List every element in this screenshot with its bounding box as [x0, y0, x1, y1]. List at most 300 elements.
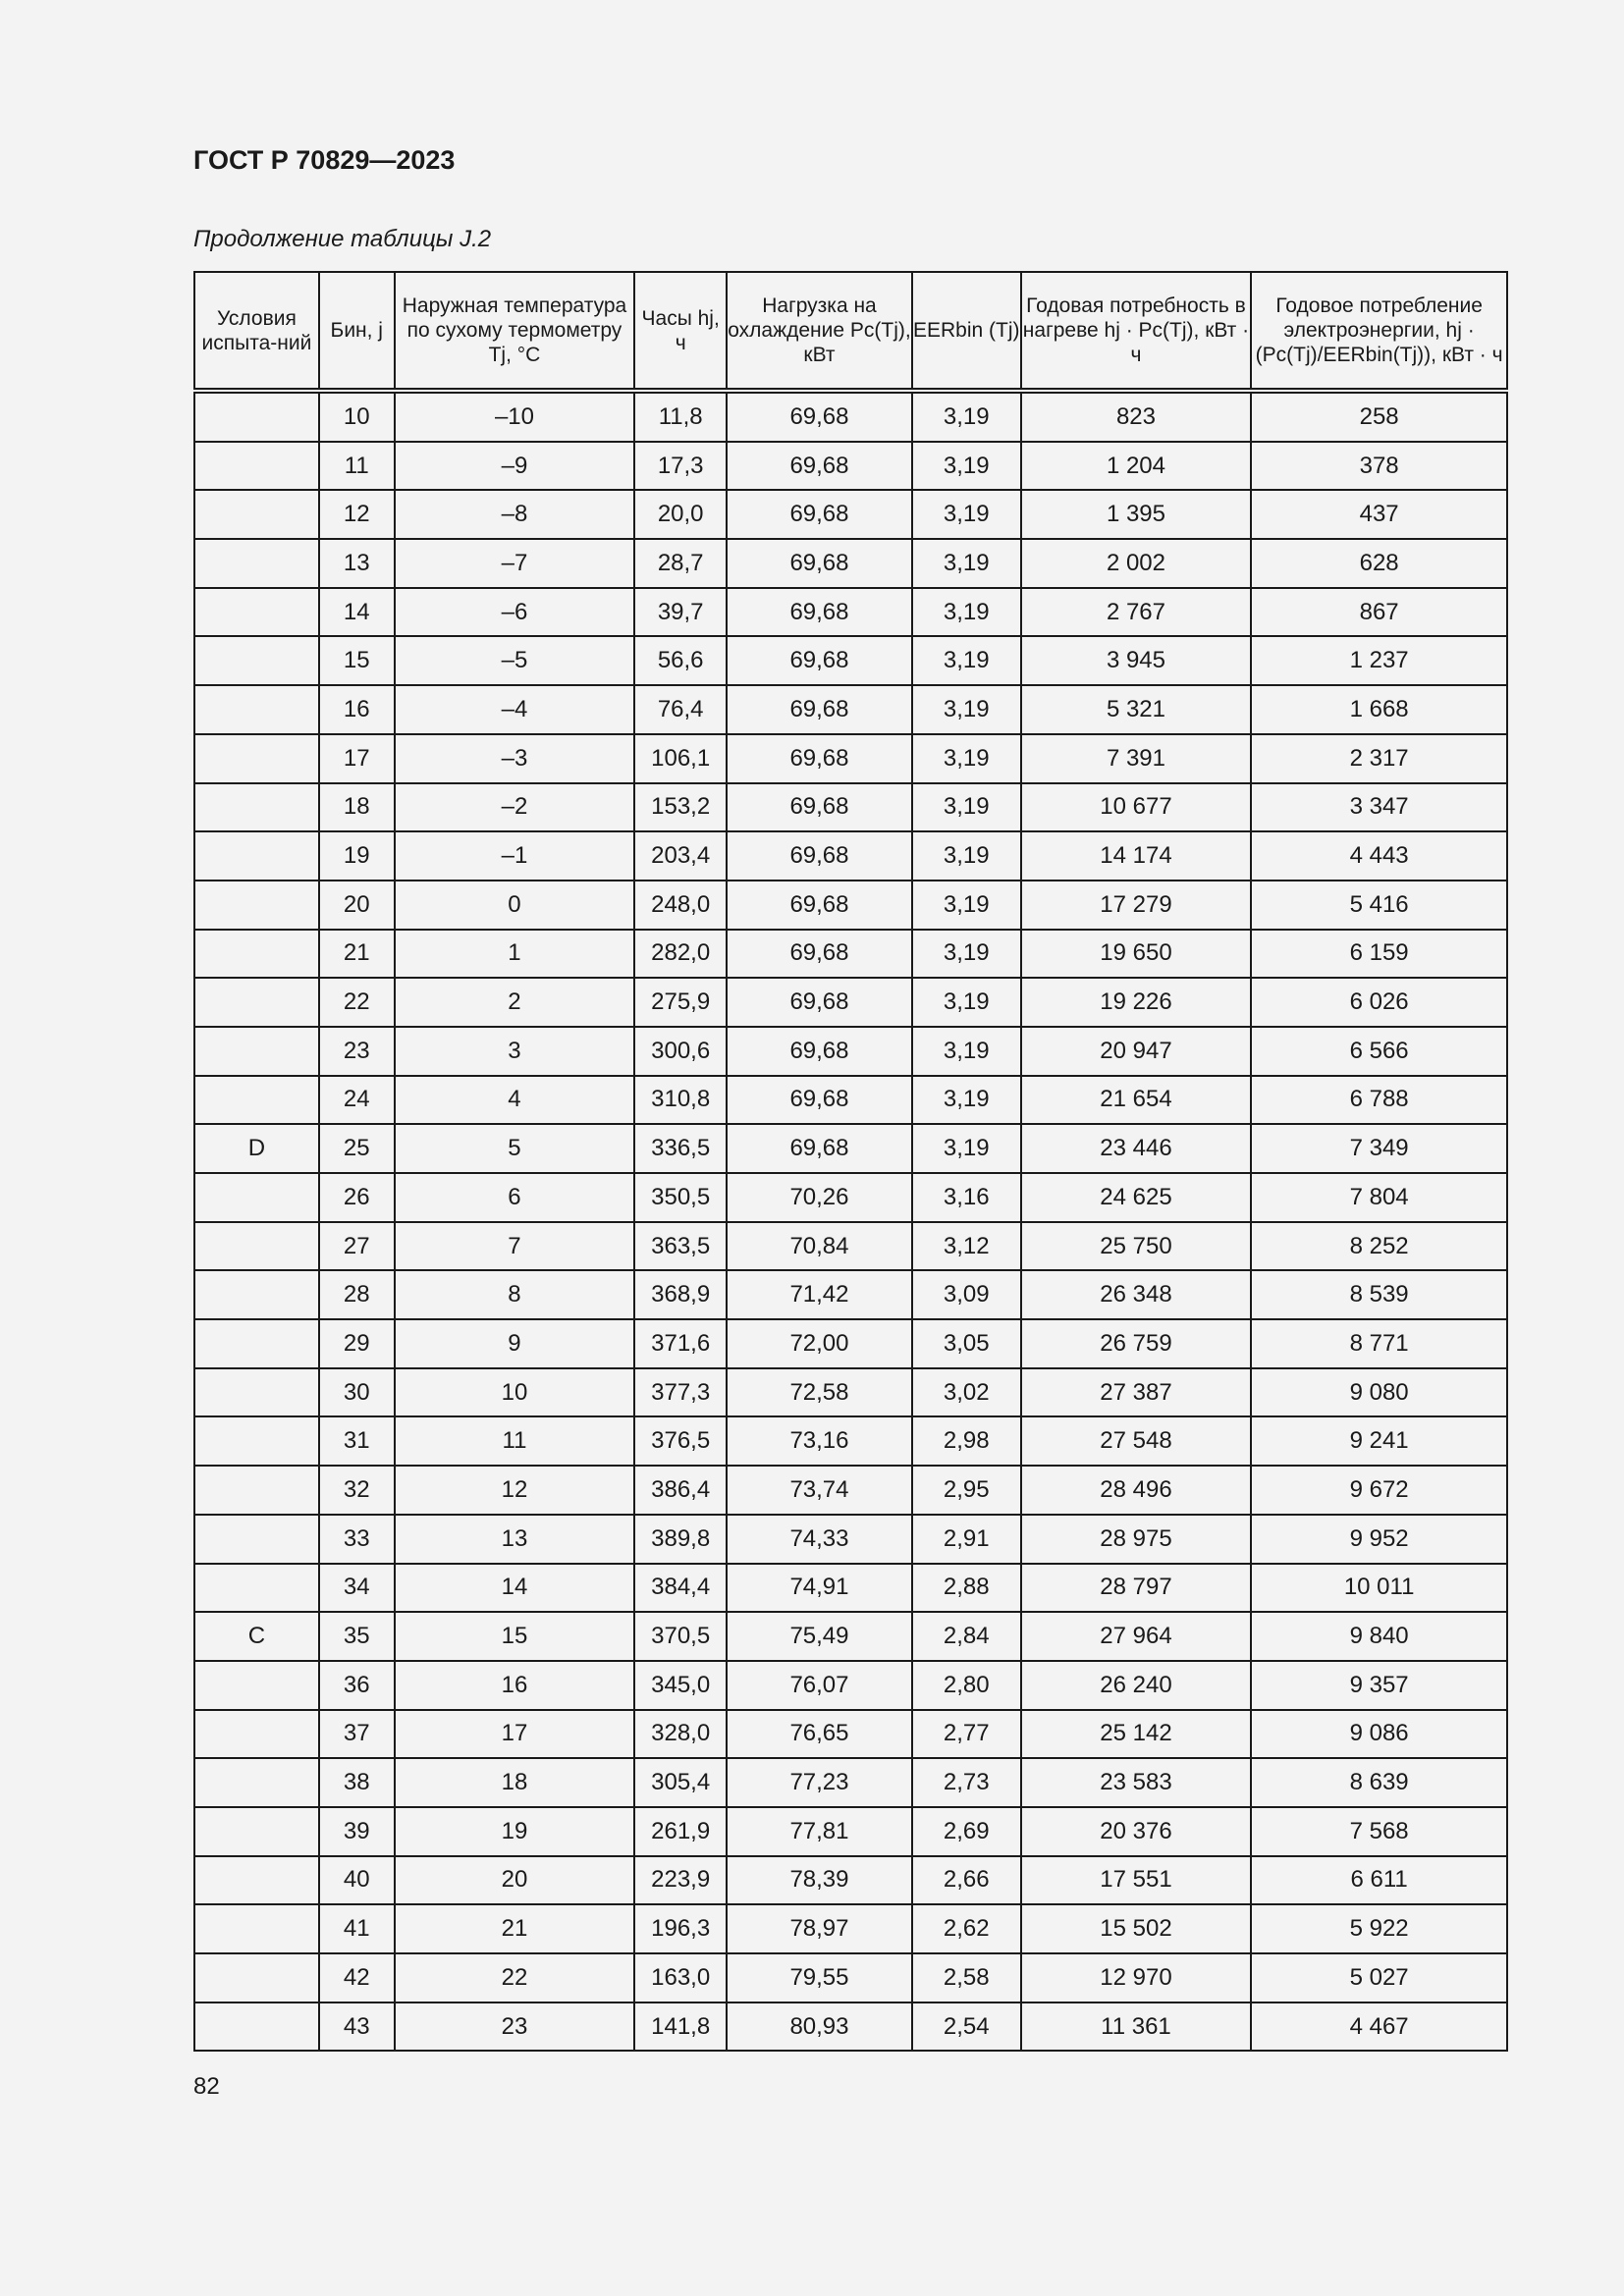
cell-bin: 38 [319, 1758, 395, 1807]
cell-cooling-load: 76,07 [727, 1661, 912, 1710]
cell-annual-consumption: 6 159 [1251, 930, 1507, 979]
cell-bin: 40 [319, 1856, 395, 1905]
cell-temperature: 19 [395, 1807, 635, 1856]
cell-hours: 76,4 [634, 685, 727, 734]
cell-eer: 3,19 [912, 783, 1021, 832]
cell-annual-consumption: 2 317 [1251, 734, 1507, 783]
cell-hours: 368,9 [634, 1270, 727, 1319]
document-title: ГОСТ Р 70829—2023 [193, 145, 456, 175]
cell-conditions [194, 1807, 319, 1856]
cell-annual-demand: 17 279 [1021, 881, 1252, 930]
cell-temperature: 1 [395, 930, 635, 979]
cell-cooling-load: 77,81 [727, 1807, 912, 1856]
cell-annual-consumption: 8 639 [1251, 1758, 1507, 1807]
data-table [193, 271, 1508, 2052]
cell-annual-consumption: 1 668 [1251, 685, 1507, 734]
cell-temperature: 16 [395, 1661, 635, 1710]
header-row [194, 272, 1507, 391]
cell-conditions [194, 539, 319, 588]
cell-temperature: –2 [395, 783, 635, 832]
cell-bin: 12 [319, 490, 395, 539]
cell-annual-demand: 28 496 [1021, 1466, 1252, 1515]
table-row [194, 1173, 1507, 1222]
cell-annual-demand: 27 387 [1021, 1368, 1252, 1417]
cell-temperature: 17 [395, 1710, 635, 1759]
cell-cooling-load: 70,26 [727, 1173, 912, 1222]
cell-conditions [194, 1515, 319, 1564]
col-header-annual-demand: Годовая потребность в нагреве hj · Pc(Tj), кВт · ч [1021, 272, 1252, 391]
cell-bin: 41 [319, 1904, 395, 1953]
cell-cooling-load: 75,49 [727, 1612, 912, 1661]
cell-cooling-load: 77,23 [727, 1758, 912, 1807]
cell-hours: 371,6 [634, 1319, 727, 1368]
cell-hours: 328,0 [634, 1710, 727, 1759]
cell-eer: 3,19 [912, 1076, 1021, 1125]
cell-cooling-load: 69,68 [727, 930, 912, 979]
cell-eer: 2,98 [912, 1416, 1021, 1466]
cell-eer: 2,62 [912, 1904, 1021, 1953]
cell-cooling-load: 69,68 [727, 685, 912, 734]
cell-eer: 2,66 [912, 1856, 1021, 1905]
cell-temperature: 15 [395, 1612, 635, 1661]
cell-annual-demand: 27 964 [1021, 1612, 1252, 1661]
cell-bin: 21 [319, 930, 395, 979]
cell-annual-consumption: 4 443 [1251, 831, 1507, 881]
cell-cooling-load: 78,97 [727, 1904, 912, 1953]
cell-cooling-load: 71,42 [727, 1270, 912, 1319]
cell-eer: 2,77 [912, 1710, 1021, 1759]
cell-annual-consumption: 9 840 [1251, 1612, 1507, 1661]
cell-annual-consumption: 7 568 [1251, 1807, 1507, 1856]
cell-conditions [194, 1758, 319, 1807]
cell-annual-consumption: 8 539 [1251, 1270, 1507, 1319]
cell-cooling-load: 80,93 [727, 2002, 912, 2052]
cell-eer: 3,19 [912, 490, 1021, 539]
cell-annual-demand: 823 [1021, 391, 1252, 442]
table-caption: Продолжение таблицы J.2 [193, 226, 492, 252]
cell-eer: 3,19 [912, 588, 1021, 637]
cell-annual-demand: 10 677 [1021, 783, 1252, 832]
cell-annual-consumption: 9 080 [1251, 1368, 1507, 1417]
cell-cooling-load: 78,39 [727, 1856, 912, 1905]
table-row [194, 1270, 1507, 1319]
cell-hours: 11,8 [634, 391, 727, 442]
cell-eer: 3,19 [912, 636, 1021, 685]
cell-eer: 3,19 [912, 442, 1021, 491]
cell-eer: 2,73 [912, 1758, 1021, 1807]
table-row [194, 1466, 1507, 1515]
cell-conditions [194, 1173, 319, 1222]
cell-conditions [194, 1953, 319, 2002]
cell-annual-demand: 25 750 [1021, 1222, 1252, 1271]
cell-hours: 275,9 [634, 978, 727, 1027]
cell-eer: 3,19 [912, 1124, 1021, 1173]
cell-annual-demand: 7 391 [1021, 734, 1252, 783]
cell-bin: 31 [319, 1416, 395, 1466]
table-row [194, 1368, 1507, 1417]
cell-hours: 196,3 [634, 1904, 727, 1953]
table-row [194, 1416, 1507, 1466]
cell-hours: 141,8 [634, 2002, 727, 2052]
cell-conditions [194, 930, 319, 979]
cell-annual-consumption: 628 [1251, 539, 1507, 588]
cell-conditions [194, 1027, 319, 1076]
cell-eer: 3,19 [912, 1027, 1021, 1076]
cell-annual-consumption: 258 [1251, 391, 1507, 442]
cell-temperature: 8 [395, 1270, 635, 1319]
table-row [194, 1953, 1507, 2002]
cell-conditions [194, 1076, 319, 1125]
cell-temperature: 11 [395, 1416, 635, 1466]
cell-annual-consumption: 1 237 [1251, 636, 1507, 685]
cell-hours: 345,0 [634, 1661, 727, 1710]
cell-annual-consumption: 7 349 [1251, 1124, 1507, 1173]
cell-bin: 10 [319, 391, 395, 442]
cell-cooling-load: 69,68 [727, 734, 912, 783]
cell-conditions [194, 1904, 319, 1953]
cell-conditions [194, 636, 319, 685]
cell-cooling-load: 69,68 [727, 1076, 912, 1125]
cell-bin: 26 [319, 1173, 395, 1222]
col-header-cooling-load: Нагрузка на охлаждение Pc(Tj), кВт [727, 272, 912, 391]
cell-annual-demand: 2 002 [1021, 539, 1252, 588]
cell-cooling-load: 72,58 [727, 1368, 912, 1417]
cell-annual-consumption: 9 241 [1251, 1416, 1507, 1466]
cell-bin: 16 [319, 685, 395, 734]
table-row [194, 1758, 1507, 1807]
cell-annual-demand: 25 142 [1021, 1710, 1252, 1759]
cell-conditions [194, 490, 319, 539]
col-header-conditions: Условия испыта-ний [194, 272, 319, 391]
table-row [194, 783, 1507, 832]
cell-annual-demand: 19 226 [1021, 978, 1252, 1027]
cell-annual-consumption: 437 [1251, 490, 1507, 539]
cell-cooling-load: 73,74 [727, 1466, 912, 1515]
cell-conditions [194, 831, 319, 881]
cell-bin: 34 [319, 1564, 395, 1613]
cell-bin: 25 [319, 1124, 395, 1173]
cell-annual-demand: 11 361 [1021, 2002, 1252, 2052]
cell-annual-consumption: 6 026 [1251, 978, 1507, 1027]
cell-hours: 248,0 [634, 881, 727, 930]
cell-hours: 153,2 [634, 783, 727, 832]
cell-temperature: 22 [395, 1953, 635, 2002]
table-row [194, 442, 1507, 491]
cell-annual-consumption: 9 086 [1251, 1710, 1507, 1759]
cell-cooling-load: 69,68 [727, 1124, 912, 1173]
cell-temperature: –5 [395, 636, 635, 685]
cell-hours: 282,0 [634, 930, 727, 979]
cell-annual-consumption: 7 804 [1251, 1173, 1507, 1222]
cell-annual-demand: 15 502 [1021, 1904, 1252, 1953]
cell-bin: 23 [319, 1027, 395, 1076]
table-row [194, 1807, 1507, 1856]
cell-bin: 27 [319, 1222, 395, 1271]
cell-conditions [194, 1270, 319, 1319]
cell-temperature: 9 [395, 1319, 635, 1368]
table-row [194, 588, 1507, 637]
table-row [194, 1027, 1507, 1076]
cell-bin: 36 [319, 1661, 395, 1710]
cell-bin: 28 [319, 1270, 395, 1319]
cell-temperature: –9 [395, 442, 635, 491]
table-row [194, 1515, 1507, 1564]
cell-temperature: 6 [395, 1173, 635, 1222]
cell-eer: 3,05 [912, 1319, 1021, 1368]
cell-annual-consumption: 3 347 [1251, 783, 1507, 832]
cell-hours: 56,6 [634, 636, 727, 685]
cell-hours: 106,1 [634, 734, 727, 783]
cell-bin: 24 [319, 1076, 395, 1125]
cell-annual-demand: 17 551 [1021, 1856, 1252, 1905]
cell-eer: 3,19 [912, 881, 1021, 930]
cell-annual-demand: 14 174 [1021, 831, 1252, 881]
cell-cooling-load: 74,91 [727, 1564, 912, 1613]
cell-annual-demand: 26 240 [1021, 1661, 1252, 1710]
cell-annual-demand: 20 376 [1021, 1807, 1252, 1856]
cell-conditions [194, 685, 319, 734]
cell-cooling-load: 76,65 [727, 1710, 912, 1759]
cell-conditions [194, 1368, 319, 1417]
cell-temperature: –6 [395, 588, 635, 637]
cell-conditions [194, 1319, 319, 1368]
table-body [194, 391, 1507, 2051]
cell-conditions [194, 442, 319, 491]
cell-eer: 2,54 [912, 2002, 1021, 2052]
cell-hours: 350,5 [634, 1173, 727, 1222]
cell-conditions [194, 2002, 319, 2052]
cell-bin: 39 [319, 1807, 395, 1856]
cell-cooling-load: 74,33 [727, 1515, 912, 1564]
cell-hours: 363,5 [634, 1222, 727, 1271]
cell-temperature: –8 [395, 490, 635, 539]
cell-annual-demand: 23 583 [1021, 1758, 1252, 1807]
cell-cooling-load: 69,68 [727, 881, 912, 930]
cell-annual-demand: 3 945 [1021, 636, 1252, 685]
table-row [194, 831, 1507, 881]
cell-conditions [194, 391, 319, 442]
cell-conditions [194, 1661, 319, 1710]
cell-conditions [194, 1856, 319, 1905]
cell-annual-consumption: 6 788 [1251, 1076, 1507, 1125]
cell-conditions [194, 588, 319, 637]
cell-hours: 305,4 [634, 1758, 727, 1807]
cell-bin: 18 [319, 783, 395, 832]
cell-eer: 2,80 [912, 1661, 1021, 1710]
cell-conditions [194, 1222, 319, 1271]
cell-annual-demand: 21 654 [1021, 1076, 1252, 1125]
cell-temperature: 10 [395, 1368, 635, 1417]
cell-bin: 15 [319, 636, 395, 685]
cell-temperature: 20 [395, 1856, 635, 1905]
cell-hours: 370,5 [634, 1612, 727, 1661]
cell-conditions [194, 978, 319, 1027]
cell-bin: 14 [319, 588, 395, 637]
cell-temperature: –3 [395, 734, 635, 783]
table-row [194, 881, 1507, 930]
cell-temperature: 0 [395, 881, 635, 930]
cell-annual-consumption: 5 922 [1251, 1904, 1507, 1953]
cell-eer: 3,19 [912, 930, 1021, 979]
cell-annual-demand: 2 767 [1021, 588, 1252, 637]
cell-eer: 3,19 [912, 734, 1021, 783]
table-row [194, 1710, 1507, 1759]
cell-annual-consumption: 6 611 [1251, 1856, 1507, 1905]
cell-temperature: 21 [395, 1904, 635, 1953]
table-row [194, 734, 1507, 783]
col-header-eer: EERbin (Tj) [912, 272, 1021, 391]
cell-temperature: –4 [395, 685, 635, 734]
cell-bin: 33 [319, 1515, 395, 1564]
cell-annual-consumption: 5 027 [1251, 1953, 1507, 2002]
col-header-bin: Бин, j [319, 272, 395, 391]
cell-eer: 2,91 [912, 1515, 1021, 1564]
cell-annual-demand: 27 548 [1021, 1416, 1252, 1466]
cell-hours: 300,6 [634, 1027, 727, 1076]
cell-annual-consumption: 10 011 [1251, 1564, 1507, 1613]
cell-cooling-load: 69,68 [727, 1027, 912, 1076]
cell-eer: 2,95 [912, 1466, 1021, 1515]
cell-annual-demand: 26 759 [1021, 1319, 1252, 1368]
table-row [194, 1904, 1507, 1953]
cell-hours: 386,4 [634, 1466, 727, 1515]
cell-temperature: 2 [395, 978, 635, 1027]
cell-conditions [194, 1416, 319, 1466]
table-row [194, 539, 1507, 588]
cell-annual-demand: 19 650 [1021, 930, 1252, 979]
table-row [194, 1661, 1507, 1710]
cell-conditions [194, 734, 319, 783]
cell-annual-demand: 28 975 [1021, 1515, 1252, 1564]
cell-hours: 336,5 [634, 1124, 727, 1173]
cell-temperature: 7 [395, 1222, 635, 1271]
cell-cooling-load: 69,68 [727, 831, 912, 881]
cell-temperature: –1 [395, 831, 635, 881]
cell-annual-consumption: 9 672 [1251, 1466, 1507, 1515]
cell-annual-consumption: 8 252 [1251, 1222, 1507, 1271]
cell-bin: 30 [319, 1368, 395, 1417]
cell-bin: 22 [319, 978, 395, 1027]
cell-conditions [194, 1710, 319, 1759]
table-row [194, 1564, 1507, 1613]
cell-bin: 42 [319, 1953, 395, 2002]
table-row [194, 1222, 1507, 1271]
cell-eer: 3,19 [912, 978, 1021, 1027]
cell-bin: 11 [319, 442, 395, 491]
table-row [194, 1319, 1507, 1368]
cell-cooling-load: 69,68 [727, 588, 912, 637]
cell-bin: 35 [319, 1612, 395, 1661]
cell-annual-consumption: 5 416 [1251, 881, 1507, 930]
cell-cooling-load: 69,68 [727, 442, 912, 491]
cell-cooling-load: 72,00 [727, 1319, 912, 1368]
cell-temperature: 14 [395, 1564, 635, 1613]
cell-eer: 2,69 [912, 1807, 1021, 1856]
cell-hours: 310,8 [634, 1076, 727, 1125]
table-row [194, 978, 1507, 1027]
cell-eer: 3,19 [912, 539, 1021, 588]
cell-annual-consumption: 9 357 [1251, 1661, 1507, 1710]
table-row [194, 1076, 1507, 1125]
cell-temperature: 5 [395, 1124, 635, 1173]
cell-cooling-load: 69,68 [727, 636, 912, 685]
cell-cooling-load: 69,68 [727, 490, 912, 539]
cell-hours: 39,7 [634, 588, 727, 637]
cell-hours: 20,0 [634, 490, 727, 539]
cell-hours: 376,5 [634, 1416, 727, 1466]
cell-hours: 163,0 [634, 1953, 727, 2002]
cell-conditions: C [194, 1612, 319, 1661]
cell-temperature: 18 [395, 1758, 635, 1807]
cell-bin: 37 [319, 1710, 395, 1759]
cell-eer: 3,19 [912, 391, 1021, 442]
cell-annual-demand: 24 625 [1021, 1173, 1252, 1222]
cell-eer: 3,16 [912, 1173, 1021, 1222]
cell-annual-consumption: 6 566 [1251, 1027, 1507, 1076]
cell-annual-demand: 5 321 [1021, 685, 1252, 734]
cell-annual-demand: 12 970 [1021, 1953, 1252, 2002]
cell-bin: 17 [319, 734, 395, 783]
cell-eer: 3,12 [912, 1222, 1021, 1271]
table-row [194, 636, 1507, 685]
cell-eer: 3,09 [912, 1270, 1021, 1319]
table-row [194, 2002, 1507, 2052]
cell-annual-consumption: 8 771 [1251, 1319, 1507, 1368]
cell-conditions [194, 1466, 319, 1515]
cell-hours: 389,8 [634, 1515, 727, 1564]
cell-annual-demand: 1 204 [1021, 442, 1252, 491]
cell-bin: 20 [319, 881, 395, 930]
table-row [194, 391, 1507, 442]
cell-bin: 13 [319, 539, 395, 588]
cell-temperature: –10 [395, 391, 635, 442]
cell-hours: 28,7 [634, 539, 727, 588]
cell-bin: 32 [319, 1466, 395, 1515]
cell-eer: 2,84 [912, 1612, 1021, 1661]
cell-eer: 3,19 [912, 685, 1021, 734]
col-header-annual-consumption: Годовое потребление электроэнергии, hj · (Pc(Tj)/EERbin(Tj)), кВт · ч [1251, 272, 1507, 391]
cell-hours: 203,4 [634, 831, 727, 881]
cell-temperature: 3 [395, 1027, 635, 1076]
cell-annual-consumption: 4 467 [1251, 2002, 1507, 2052]
cell-conditions [194, 881, 319, 930]
table-row [194, 1124, 1507, 1173]
cell-hours: 384,4 [634, 1564, 727, 1613]
cell-eer: 3,19 [912, 831, 1021, 881]
cell-conditions: D [194, 1124, 319, 1173]
cell-annual-demand: 28 797 [1021, 1564, 1252, 1613]
cell-temperature: –7 [395, 539, 635, 588]
cell-annual-consumption: 867 [1251, 588, 1507, 637]
cell-hours: 377,3 [634, 1368, 727, 1417]
cell-temperature: 23 [395, 2002, 635, 2052]
cell-eer: 2,58 [912, 1953, 1021, 2002]
cell-bin: 29 [319, 1319, 395, 1368]
cell-cooling-load: 69,68 [727, 391, 912, 442]
cell-cooling-load: 73,16 [727, 1416, 912, 1466]
cell-bin: 19 [319, 831, 395, 881]
cell-annual-demand: 23 446 [1021, 1124, 1252, 1173]
cell-annual-demand: 1 395 [1021, 490, 1252, 539]
cell-temperature: 13 [395, 1515, 635, 1564]
cell-annual-demand: 26 348 [1021, 1270, 1252, 1319]
cell-annual-consumption: 378 [1251, 442, 1507, 491]
table-row [194, 930, 1507, 979]
cell-conditions [194, 1564, 319, 1613]
page-number: 82 [193, 2073, 220, 2100]
cell-temperature: 12 [395, 1466, 635, 1515]
cell-annual-consumption: 9 952 [1251, 1515, 1507, 1564]
